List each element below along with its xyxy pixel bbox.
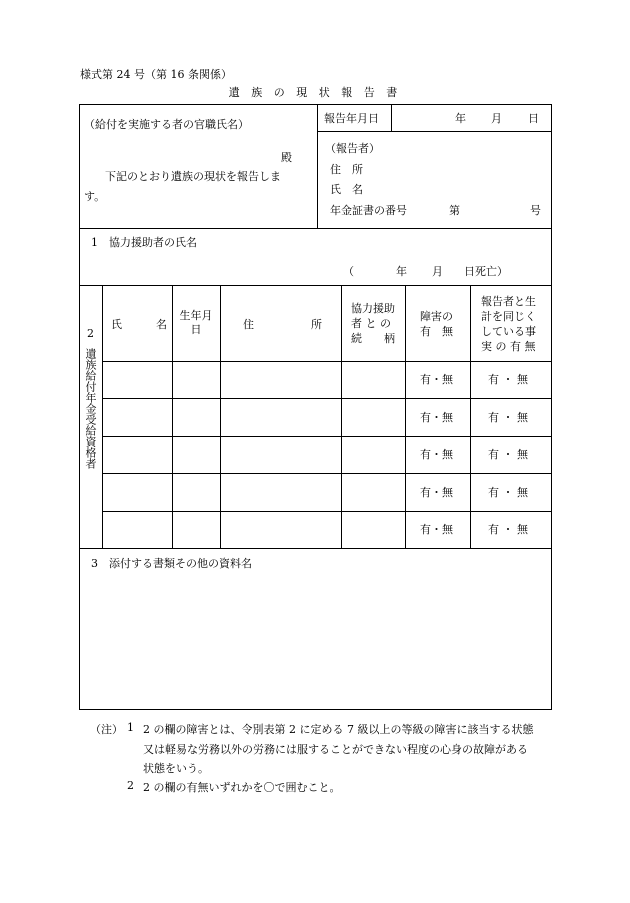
header-relation-l2: 者 と の (351, 317, 391, 330)
header-disability-l1: 障害の (420, 310, 453, 323)
header-livelihood-l4: 実 の 有 無 (481, 340, 536, 353)
rule-date-divider (391, 104, 392, 131)
row3-livelihood: 有 ・ 無 (488, 448, 528, 461)
header-disability-l2: 有 無 (420, 325, 453, 338)
header-relation-l3: 続 柄 (351, 332, 395, 345)
date-month: 月 (491, 112, 502, 125)
official-name-label: （給付を実施する者の官職氏名） (84, 118, 249, 131)
header-address-a: 住 (243, 318, 254, 331)
section2-vertical-label: 遺族給付年金受給資格者 (84, 348, 97, 469)
row5-livelihood: 有 ・ 無 (488, 523, 528, 536)
rule-row-1 (102, 398, 552, 399)
rule-row-3 (102, 473, 552, 474)
col-divider-name (172, 285, 173, 548)
col-divider-birth (220, 285, 221, 548)
section1-label: 1 協力援助者の氏名 (91, 236, 197, 249)
note1-line2: 又は軽易な労務以外の労務には服することができない程度の心身の故障がある (143, 743, 528, 756)
header-address-b: 所 (311, 318, 322, 331)
col-divider-relation (405, 285, 406, 548)
report-statement-line2: す。 (84, 190, 106, 203)
row5-disability: 有・無 (420, 523, 453, 536)
note1-line3: 状態をいう。 (143, 762, 209, 775)
col-divider-disability (470, 285, 471, 548)
form-number: 様式第 24 号（第 16 条関係） (80, 68, 232, 81)
section2-number: 2 (87, 327, 94, 340)
rule-header-row (102, 361, 552, 362)
note1-number: 1 (127, 721, 134, 734)
header-relation-l1: 協力援助 (351, 302, 395, 315)
report-statement-line1: 下記のとおり遺族の現状を報告しま (105, 170, 281, 183)
rule-section1 (79, 285, 552, 286)
section3-label: 3 添付する書類その他の資料名 (91, 557, 252, 570)
header-livelihood-l1: 報告者と生 (481, 295, 536, 308)
pension-number-label: 年金証書の番号 (330, 204, 407, 217)
header-livelihood-l2: 計を同じく (481, 310, 536, 323)
rule-top-divider (317, 104, 318, 228)
name-label: 氏 名 (330, 183, 363, 196)
death-month: 月 (432, 265, 443, 278)
row1-disability: 有・無 (420, 373, 453, 386)
note2-number: 2 (127, 779, 134, 792)
death-open-paren: （ (343, 265, 354, 278)
address-label: 住 所 (330, 163, 363, 176)
row2-livelihood: 有 ・ 無 (488, 411, 528, 424)
row4-disability: 有・無 (420, 486, 453, 499)
header-name-b: 名 (156, 318, 167, 331)
row2-disability: 有・無 (420, 411, 453, 424)
form-frame (79, 104, 552, 710)
dono-text: 殿 (281, 151, 292, 164)
death-year: 年 (396, 265, 407, 278)
header-birthdate: 生年月日 (179, 309, 213, 336)
date-day: 日 (528, 112, 539, 125)
rule-date-row (317, 131, 552, 132)
report-date-label: 報告年月日 (324, 112, 379, 125)
rule-row-4 (102, 511, 552, 512)
death-day-suffix: 日死亡） (464, 265, 508, 278)
date-year: 年 (455, 112, 466, 125)
note1-line1: 2 の欄の障害とは、令別表第 2 に定める 7 級以上の等級の障害に該当する状態 (143, 723, 534, 736)
col-divider-label (102, 285, 103, 548)
rule-section2-end (79, 548, 552, 549)
form-title: 遺 族 の 現 状 報 告 書 (228, 86, 402, 99)
col-divider-address (341, 285, 342, 548)
pension-dai: 第 (449, 204, 460, 217)
rule-row-2 (102, 436, 552, 437)
pension-go: 号 (530, 204, 541, 217)
notes-prefix: （注） (90, 723, 123, 736)
note2-line1: 2 の欄の有無いずれかを〇で囲むこと。 (143, 781, 341, 794)
header-livelihood-l3: している事 (481, 325, 536, 338)
header-name-a: 氏 (111, 318, 122, 331)
row1-livelihood: 有 ・ 無 (488, 373, 528, 386)
row3-disability: 有・無 (420, 448, 453, 461)
reporter-label: （報告者） (325, 142, 380, 155)
row4-livelihood: 有 ・ 無 (488, 486, 528, 499)
rule-top-section (79, 228, 552, 229)
